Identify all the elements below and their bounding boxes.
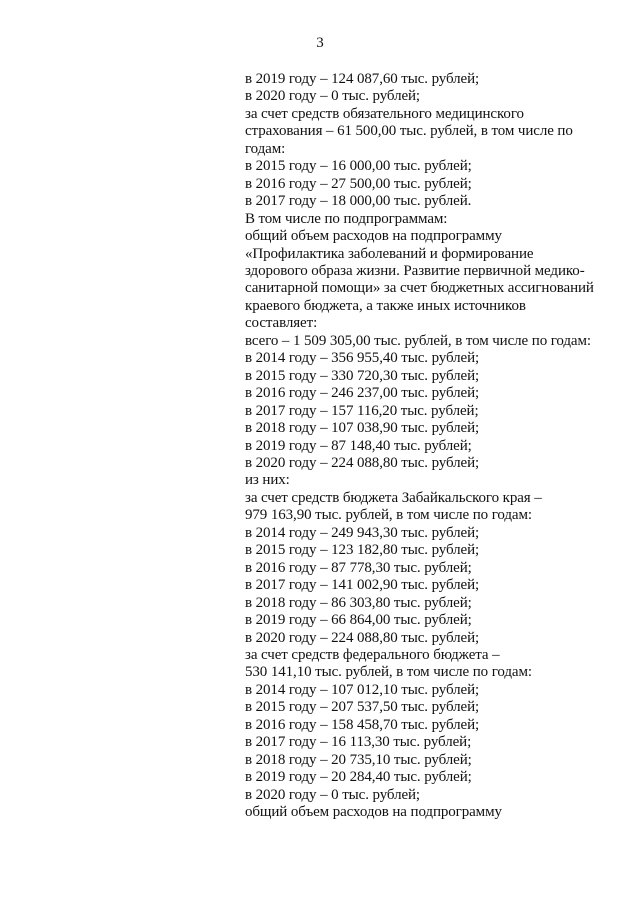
text-line: общий объем расходов на подпрограмму [245, 804, 502, 821]
text-line: в 2014 году – 356 955,40 тыс. рублей; [245, 350, 480, 367]
text-line: за счет средств федерального бюджета – [245, 646, 500, 663]
text-line: 979 163,90 тыс. рублей, в том числе по годам: [245, 507, 532, 524]
text-line: в 2016 году – 27 500,00 тыс. рублей; [245, 175, 472, 192]
text-line: за счет средств бюджета Забайкальского края – [245, 489, 542, 506]
text-line: годам: [245, 140, 286, 157]
text-line: здорового образа жизни. Развитие первичной медико- [245, 262, 585, 279]
text-line: в 2015 году – 123 182,80 тыс. рублей; [245, 542, 480, 559]
text-line: в 2020 году – 224 088,80 тыс. рублей; [245, 454, 480, 471]
text-line: в 2018 году – 20 735,10 тыс. рублей; [245, 751, 472, 768]
text-line: общий объем расходов на подпрограмму [245, 228, 502, 245]
document-body [245, 71, 615, 821]
text-line: в 2018 году – 107 038,90 тыс. рублей; [245, 420, 480, 437]
text-line: в 2014 году – 107 012,10 тыс. рублей; [245, 681, 480, 698]
text-line: в 2017 году – 18 000,00 тыс. рублей. [245, 193, 472, 210]
text-line: в 2018 году – 86 303,80 тыс. рублей; [245, 594, 472, 611]
text-line: в 2020 году – 224 088,80 тыс. рублей; [245, 629, 480, 646]
text-line: в 2014 году – 249 943,30 тыс. рублей; [245, 524, 480, 541]
text-line: в 2017 году – 157 116,20 тыс. рублей; [245, 402, 479, 419]
text-line: составляет: [245, 315, 318, 332]
text-line: в 2015 году – 207 537,50 тыс. рублей; [245, 699, 480, 716]
text-line: В том числе по подпрограммам: [245, 210, 448, 227]
text-line: в 2015 году – 330 720,30 тыс. рублей; [245, 367, 480, 384]
text-line: в 2019 году – 124 087,60 тыс. рублей; [245, 71, 480, 87]
text-line: в 2019 году – 20 284,40 тыс. рублей; [245, 769, 472, 786]
text-line: в 2017 году – 16 113,30 тыс. рублей; [245, 734, 472, 751]
text-line: «Профилактика заболеваний и формирование [245, 245, 534, 262]
text-line: 530 141,10 тыс. рублей, в том числе по годам: [245, 664, 532, 681]
text-line: в 2020 году – 0 тыс. рублей; [245, 786, 421, 803]
text-line: в 2016 году – 246 237,00 тыс. рублей; [245, 385, 480, 402]
text-line: в 2017 году – 141 002,90 тыс. рублей; [245, 577, 480, 594]
text-line: за счет средств обязательного медицинского [245, 105, 524, 122]
text-line: из них: [245, 472, 290, 489]
text-line: в 2016 году – 87 778,30 тыс. рублей; [245, 559, 472, 576]
text-line: всего – 1 509 305,00 тыс. рублей, в том числе по годам: [245, 332, 591, 349]
text-line: краевого бюджета, а также иных источников [245, 297, 526, 314]
text-line: в 2019 году – 66 864,00 тыс. рублей; [245, 612, 472, 629]
text-line: санитарной помощи» за счет бюджетных ассигнований [245, 280, 594, 297]
text-line: в 2019 году – 87 148,40 тыс. рублей; [245, 437, 472, 454]
text-line: в 2016 году – 158 458,70 тыс. рублей; [245, 716, 480, 733]
text-line: в 2020 году – 0 тыс. рублей; [245, 88, 421, 105]
text-line: в 2015 году – 16 000,00 тыс. рублей; [245, 158, 472, 175]
page-number: 3 [316, 35, 324, 51]
text-line: страхования – 61 500,00 тыс. рублей, в том числе по [245, 123, 573, 140]
